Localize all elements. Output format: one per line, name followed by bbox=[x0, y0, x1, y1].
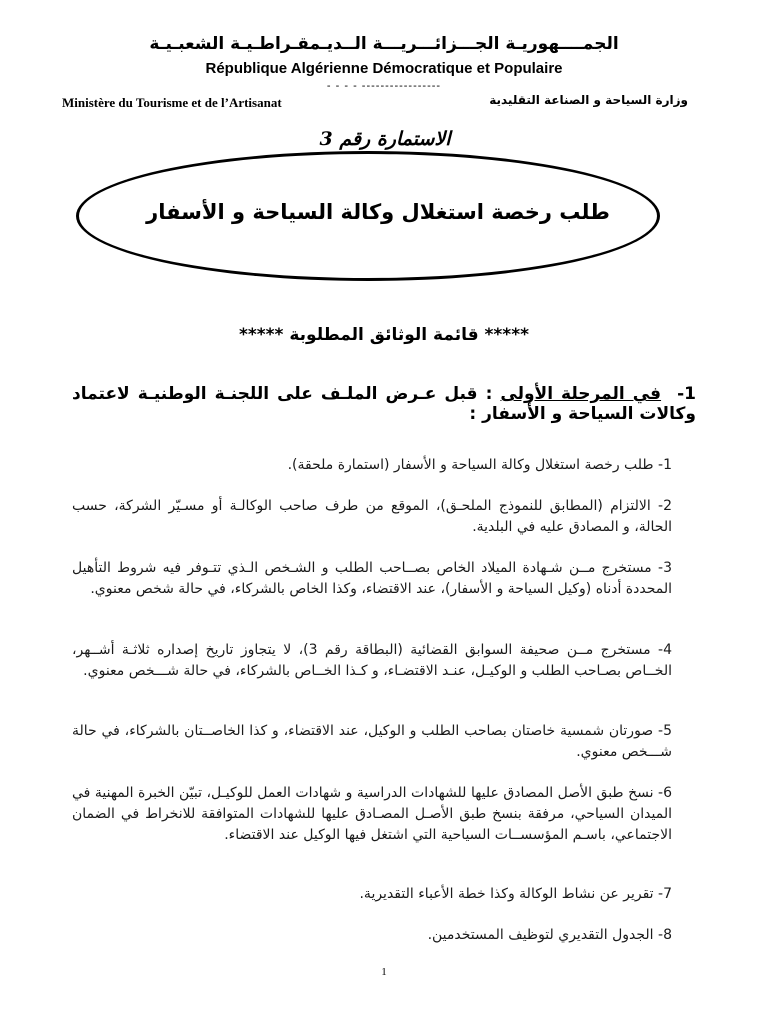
list-item-text: مستخرج مــن صحيفة السوابق القضائية (البطاقة رقم 3)، لا يتجاوز تاريخ إصداره ثلاثـة أشــهر، الخــاص بصـاحب الطلب و الوكيـل، عنـد الاقتضـاء، و كـذا الخــاص بالشركاء، في حالة شـــخص معنوي. bbox=[72, 642, 672, 679]
list-item bbox=[72, 783, 672, 846]
page-number: 1 bbox=[381, 966, 387, 978]
list-item-number: 4- bbox=[658, 642, 672, 658]
section-phase: في المرحلة الأولى bbox=[500, 384, 662, 404]
list-item-number: 1- bbox=[658, 457, 672, 473]
list-item-text: الالتزام (المطابق للنموذج الملحـق)، الموقع من طرف صاحب الوكالـة أو مسـيّر الشركة، حسب الحالة، و المصادق عليه في البلدية. bbox=[72, 498, 672, 535]
list-item-text: طلب رخصة استغلال وكالة السياحة و الأسفار (استمارة ملحقة). bbox=[287, 457, 654, 473]
list-item-number: 7- bbox=[658, 886, 672, 902]
list-item-number: 6- bbox=[658, 785, 672, 801]
ministry-name-arabic: وزارة السياحة و الصناعة التقليدية bbox=[489, 93, 688, 107]
list-item bbox=[72, 455, 672, 476]
list-item-text: تقرير عن نشاط الوكالة وكذا خطة الأعباء التقديرية. bbox=[359, 886, 654, 902]
republic-title-arabic: الجمــــهوريـة الجـــزائـــريـــة الــديـمقـراطـيـة الشعبـيـة bbox=[149, 34, 619, 54]
list-item bbox=[72, 925, 672, 946]
required-documents-heading: ***** قائمة الوثائق المطلوبة ***** bbox=[239, 325, 529, 345]
list-item-text: صورتان شمسية خاصتان بصاحب الطلب و الوكيل، عند الاقتضاء، و كذا الخاصــتان بالشركاء، في حالة شـــخص معنوي. bbox=[72, 723, 672, 760]
section-number: 1- bbox=[677, 384, 696, 404]
section-description: : قبل عـرض الملـف على اللجنـة الوطنيـة لاعتماد وكالات السياحة و الأسفار : bbox=[72, 384, 696, 424]
list-item bbox=[72, 721, 672, 763]
form-number: الاستمارة رقم 3 bbox=[319, 128, 451, 150]
list-item-text: نسخ طبق الأصل المصادق عليها للشهادات الدراسية و شهادات العمل للوكيـل، تبيّن الخبرة المهنية في الميدان السياحي، مرفقة بنسخ طبق الأصـل المصـادق عليها للشهادات المتوافقة للانخراط في الضمان الاجتماعي، باسـم المؤسســات السياحية التي اشتغل فيها الوكيل عند الاقتضاء. bbox=[72, 785, 672, 843]
republic-title-french: République Algérienne Démocratique et Populaire bbox=[205, 60, 563, 77]
list-item bbox=[72, 640, 672, 682]
list-item-number: 2- bbox=[658, 498, 673, 514]
list-item bbox=[72, 558, 672, 600]
list-item-text: الجدول التقديري لتوظيف المستخدمين. bbox=[427, 927, 654, 943]
list-item-number: 3- bbox=[658, 560, 672, 576]
list-item-number: 5- bbox=[658, 723, 673, 739]
header-separator: - - - - ----------------- bbox=[326, 80, 442, 92]
list-item bbox=[72, 496, 672, 538]
list-item-text: مستخرج مــن شـهادة الميلاد الخاص بصــاحب الطلب و الشـخص الـذي تتـوفر فيه شروط التأهيل المحددة أدناه (وكيل السياحة و الأسفار)، عند الاقتضاء، وكذا الخاص بالشركاء، في حالة شخص معنوي. bbox=[72, 560, 672, 597]
ministry-name-french: Ministère du Tourisme et de l’Artisanat bbox=[62, 95, 282, 110]
list-item bbox=[72, 884, 672, 905]
section-heading bbox=[72, 384, 696, 424]
list-item-number: 8- bbox=[658, 927, 672, 943]
form-title: طلب رخصة استغلال وكالة السياحة و الأسفار bbox=[146, 200, 610, 224]
